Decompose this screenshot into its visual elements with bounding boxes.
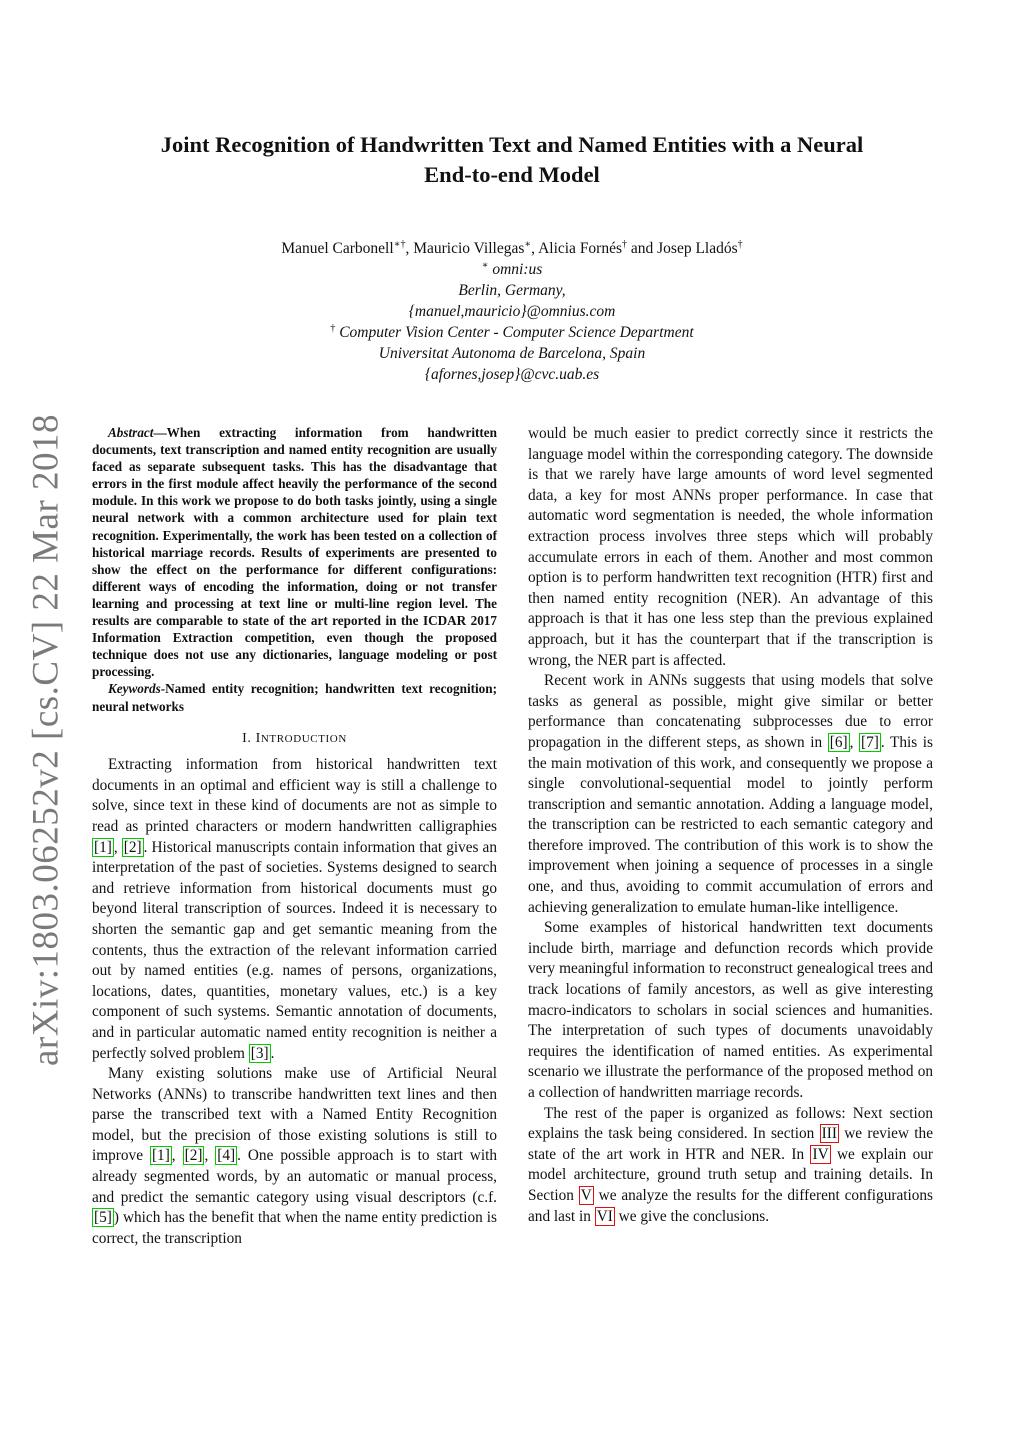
author-llados: and Josep Lladós — [627, 240, 738, 257]
keywords-lead: Keywords — [108, 681, 161, 697]
citation-link[interactable]: [7] — [861, 733, 879, 751]
section-link[interactable]: III — [821, 1125, 837, 1143]
affiliation-2-email — [150, 364, 874, 385]
email-users: {manuel,mauricio} — [408, 303, 527, 320]
author-names — [150, 238, 874, 259]
paper-title — [120, 130, 904, 190]
author-block — [150, 238, 874, 385]
intro-paragraph-4 — [528, 671, 933, 918]
citation-link[interactable]: [4] — [217, 1147, 236, 1165]
section-heading-introduction — [92, 729, 497, 750]
text-run: Extracting information from historical handwritten text documents in an optimal and efficient way is still a challenge to solve, since text in these kind of documents are not as simple to read as printed characters or modern handwritten calligraphies — [92, 756, 497, 835]
affiliation-1-city: Berlin, Germany, — [458, 282, 566, 299]
text-run: . This is the main motivation of this work, and consequently we propose a single convolutional-sequential model to jointly perform transcription and semantic annotation. Adding a language model, the transcription can be restricted to each semantic category and therefore improved. The contribution of this work is to show the improvement when joining a sequence of processes in a single one, and thus, avoiding to commit accumulation of errors and achieving generalization to emulate human-like intelligence. — [528, 733, 933, 916]
citation-link[interactable]: [3] — [250, 1044, 269, 1062]
text-run: we give the conclusions. — [614, 1207, 770, 1225]
affiliation-2-university: Universitat Autonoma de Barcelona, Spain — [378, 345, 646, 362]
author-fornes: , Alicia Fornés — [531, 240, 623, 257]
intro-paragraph-6 — [528, 1104, 933, 1228]
email-domain: @omnius.com — [526, 303, 616, 320]
text-run: . — [270, 1044, 275, 1062]
affiliation-mark: † — [330, 322, 336, 334]
text-run: . One possible approach is to start with already segmented words, by an automatic or manual process, and predict the semantic category using visual descriptors (c.f. — [92, 1147, 497, 1206]
section-number: I. — [242, 730, 256, 746]
citation-link[interactable]: [6] — [829, 733, 848, 751]
affiliation-mark: ∗ — [481, 259, 489, 271]
intro-paragraph-2 — [92, 1064, 497, 1249]
arxiv-identifier: arXiv:1803.06252v2 [cs.CV] 22 Mar 2018 — [25, 413, 67, 1067]
affiliation-1-name — [150, 259, 874, 280]
citation-link[interactable]: [2] — [184, 1147, 203, 1165]
author-carbonell: Manuel Carbonell — [281, 240, 394, 257]
text-run: , — [171, 1147, 183, 1165]
author-marks: ∗ — [524, 238, 532, 250]
author-marks: † — [737, 238, 743, 250]
text-run: . Historical manuscripts contain information that gives an interpretation of the past of societies. Systems designed to search and retrieve information from historical documents must go beyond literal transcription of sources. Indeed it is necessary to shorten the semantic gap and get semantic meaning from the contents, thus the extraction of the relevant information carried out by named entities (e.g. names of persons, organizations, locations, dates, quantities, monetary values, etc.) is a key component of such systems. Semantic annotation of documents, and in particular automatic named entity recognition is neither a perfectly solved problem — [92, 838, 497, 1062]
section-link[interactable]: V — [580, 1186, 592, 1204]
citation-link[interactable]: [2] — [123, 838, 142, 856]
title-line-2: End-to-end Model — [424, 162, 600, 187]
text-run: The rest of the paper is organized as follows: Next section explains the task being considered. In section — [528, 1104, 933, 1143]
email-users: {afornes,josep} — [424, 366, 521, 383]
citation-link[interactable]: [5] — [94, 1209, 112, 1227]
left-column — [92, 424, 497, 1249]
intro-paragraph-5: Some examples of historical handwritten text documents include birth, marriage and defunction records which provide very meaningful information to reconstruct genealogical trees and track locations of family ancestors, as well as give interesting macro-indicators to scholars in social sciences and humanities. The interpretation of such types of documents unavoidably requires the identification of named entities. As experimental scenario we illustrate the performance of the proposed method on a collection of handwritten marriage records. — [528, 919, 933, 1101]
section-title-smallcaps: NTRODUCTION — [260, 732, 347, 745]
affiliation-2-name — [150, 322, 874, 343]
citation-link[interactable]: [1] — [94, 838, 112, 856]
affiliation-1-email — [150, 301, 874, 322]
text-run: Many existing solutions make use of Artificial Neural Networks (ANNs) to transcribe handwritten text lines and then parse the transcribed text with a Named Entity Recognition model, but the precision of those existing solutions is still to improve — [92, 1065, 497, 1165]
text-run: Recent work in ANNs suggests that using models that solve tasks as general as possible, might give similar or better performance than concatenating subprocesses due to error propagation in the different steps, as shown in — [528, 672, 933, 751]
intro-paragraph-1 — [92, 755, 497, 1064]
section-link[interactable]: IV — [812, 1145, 829, 1163]
text-run: , — [204, 1147, 216, 1165]
affiliation-1-label: omni:us — [492, 261, 543, 278]
abstract — [92, 424, 497, 680]
text-run: ) which has the benefit that when the name entity prediction is correct, the transcription — [92, 1209, 497, 1247]
intro-paragraph-3: would be much easier to predict correctly since it restricts the language model within the corresponding category. The downside is that we rarely have large amounts of word level segmented data, a key for most ANNs proper performance. In case that automatic word segmentation is needed, the whole information extraction process involves three steps which will probably accumulate errors in each of them. Another and most common option is to perform handwritten text recognition (HTR) first and then named entity recognition (NER). An advantage of this approach is that it has one less step than the previous explained approach, but it has the counterpart that if the transcription is wrong, the NER part is affected. — [528, 425, 933, 669]
citation-link[interactable]: [1] — [151, 1147, 170, 1165]
text-run: , — [113, 838, 122, 856]
keywords-text: -Named entity recognition; handwritten text recognition; neural networks — [92, 681, 497, 714]
text-run: we analyze the results for the different configurations and last in — [528, 1186, 933, 1225]
keywords — [92, 680, 497, 714]
author-marks: ∗† — [393, 238, 406, 250]
title-line-1: Joint Recognition of Handwritten Text and Named Entities with a Neural — [160, 132, 864, 157]
affiliation-2-label: Computer Vision Center - Computer Science Department — [339, 324, 694, 341]
author-marks: † — [622, 238, 628, 250]
right-column — [528, 424, 933, 1227]
email-domain: @cvc.uab.es — [520, 366, 600, 383]
text-run: we review the state of the art work in HTR and NER. In — [528, 1125, 933, 1163]
abstract-lead: Abstract — [108, 425, 154, 440]
author-villegas: , Mauricio Villegas — [405, 240, 525, 257]
text-run: we explain our model architecture, ground truth setup and training details. In Section — [528, 1145, 934, 1204]
section-link[interactable]: VI — [596, 1207, 613, 1225]
text-run: , — [849, 733, 860, 751]
abstract-text: —When extracting information from handwritten documents, text transcription and named entity recognition are usually faced as separate subsequent tasks. This has the disadvantage that errors in the first module affect heavily the performance of the second module. In this work we propose to do both tasks jointly, using a single neural network with a common architecture used for plain text recognition. Experimentally, the work has been tested on a collection of historical marriage records. Results of experiments are presented to show the effect on the performance for different configurations: different ways of encoding the information, doing or not transfer learning and processing at text line or multi-line region level. The results are comparable to state of the art reported in the ICDAR 2017 Information Extraction competition, even though the proposed technique does not use any dictionaries, language modeling or post processing. — [92, 425, 497, 680]
section-first-letter: I — [255, 730, 261, 746]
